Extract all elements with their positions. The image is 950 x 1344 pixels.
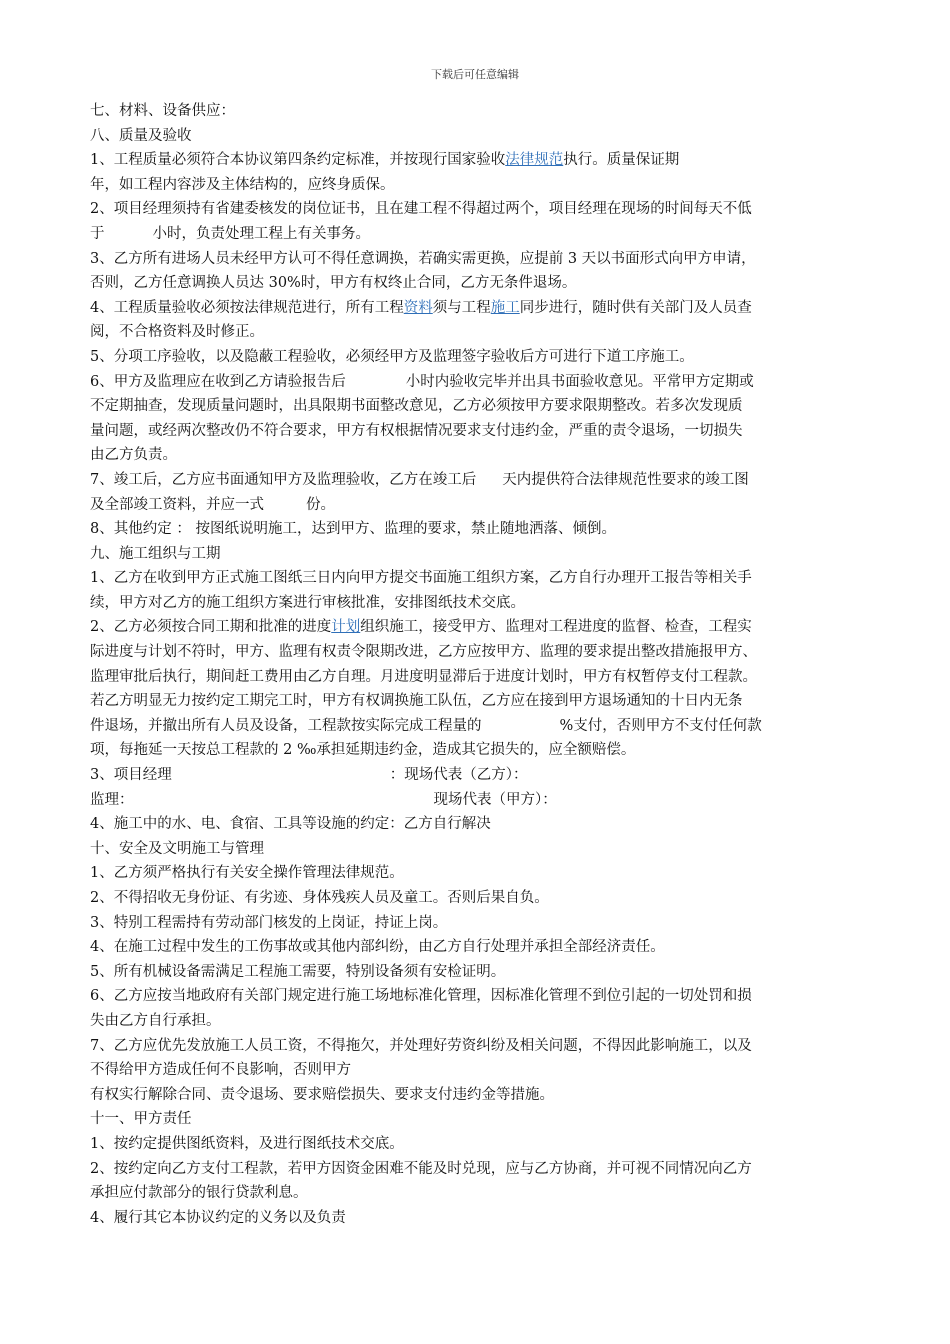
text-segment: 小时内验收完毕并出具书面验收意见。平常甲方定期或 xyxy=(405,373,754,390)
text-line xyxy=(90,394,860,419)
text-line xyxy=(90,1009,860,1034)
text-segment: 1、按约定提供图纸资料，及进行图纸技术交底。 xyxy=(90,1135,404,1152)
text-line xyxy=(90,1083,860,1108)
text-segment: 2、项目经理须持有省建委核发的岗位证书，且在建工程不得超过两个，项目经理在现场的时间每天不低 xyxy=(90,201,752,218)
text-line xyxy=(90,861,860,886)
text-line xyxy=(90,370,860,395)
text-line xyxy=(90,173,860,198)
text-segment: 4、工程质量验收必须按法律规范进行，所有工程 xyxy=(90,299,404,316)
text-line xyxy=(90,517,860,542)
text-line xyxy=(90,1157,860,1182)
text-segment: 十、安全及文明施工与管理 xyxy=(90,840,264,857)
text-segment: 十一、甲方责任 xyxy=(90,1111,192,1128)
text-line xyxy=(90,1181,860,1206)
text-segment: 现场代表（甲方）： xyxy=(433,791,557,808)
text-segment: 2、乙方必须按合同工期和批准的进度 xyxy=(90,619,332,636)
text-line xyxy=(90,591,860,616)
text-line xyxy=(90,640,860,665)
text-line xyxy=(90,689,860,714)
text-segment: 组织施工，接受甲方、监理对工程进度的监督、检查，工程实 xyxy=(360,619,752,636)
text-segment: 由乙方负责。 xyxy=(90,447,177,464)
text-segment: 7、乙方应优先发放施工人员工资，不得拖欠，并处理好劳资纠纷及相关问题，不得因此影响施工，以及 xyxy=(90,1037,752,1054)
text-segment: 执行。质量保证期 xyxy=(563,152,680,169)
text-line xyxy=(90,738,860,763)
inline-link[interactable]: 施工 xyxy=(490,299,520,316)
text-segment: 监理： xyxy=(90,791,134,808)
text-line xyxy=(90,1058,860,1083)
text-line xyxy=(90,468,860,493)
text-line xyxy=(90,222,860,247)
text-line xyxy=(90,763,860,788)
inline-link[interactable]: 资料 xyxy=(403,299,433,316)
text-segment: 失由乙方自行承担。 xyxy=(90,1012,221,1029)
text-segment: 6、乙方应按当地政府有关部门规定进行施工场地标准化管理，因标准化管理不到位引起的一切处罚和损 xyxy=(90,988,752,1005)
text-segment: 七、材料、设备供应： xyxy=(90,103,235,119)
text-line xyxy=(90,566,860,591)
text-segment: 5、所有机械设备需满足工程施工需要，特别设备须有安检证明。 xyxy=(90,963,506,980)
text-line xyxy=(90,271,860,296)
text-segment: 有权实行解除合同、责令退场、要求赔偿损失、要求支付违约金等措施。 xyxy=(90,1086,554,1103)
text-segment: 3、项目经理 xyxy=(90,767,172,784)
text-line xyxy=(90,1034,860,1059)
page-header: 下载后可任意编辑 xyxy=(431,68,519,81)
inline-link[interactable]: 计划 xyxy=(331,619,361,636)
text-line xyxy=(90,443,860,468)
text-line xyxy=(90,148,860,173)
text-line xyxy=(90,493,860,518)
text-segment: 1、工程质量必须符合本协议第四条约定标准，并按现行国家验收 xyxy=(90,152,506,169)
text-line xyxy=(90,886,860,911)
text-segment: %支付，否则甲方不支付任何款 xyxy=(559,717,762,734)
text-segment: 5、分项工序验收，以及隐蔽工程验收，必须经甲方及监理签字验收后方可进行下道工序施工。 xyxy=(90,348,694,365)
text-segment: 4、施工中的水、电、食宿、工具等设施的约定：乙方自行解决 xyxy=(90,816,491,833)
text-segment: 及全部竣工资料，并应一式 xyxy=(90,496,264,513)
text-line xyxy=(90,812,860,837)
text-line xyxy=(90,345,860,370)
text-segment: 1、乙方须严格执行有关安全操作管理法律规范。 xyxy=(90,865,404,882)
text-segment: 1、乙方在收到甲方正式施工图纸三日内向甲方提交书面施工组织方案，乙方自行办理开工报告等相关手 xyxy=(90,570,752,587)
text-segment: 4、在施工过程中发生的工伤事故或其他内部纠纷，由乙方自行处理并承担全部经济责任。 xyxy=(90,939,665,956)
text-segment: 际进度与计划不符时，甲方、监理有权责令限期改进，乙方应按甲方、监理的要求提出整改措施报甲方、 xyxy=(90,644,757,661)
text-segment: 7、竣工后，乙方应书面通知甲方及监理验收，乙方在竣工后 xyxy=(90,471,477,488)
text-segment: 监理审批后执行，期间赶工费用由乙方自理。月进度明显滞后于进度计划时，甲方有权暂停支付工程款。 xyxy=(90,668,757,685)
text-segment: 3、乙方所有进场人员未经甲方认可不得任意调换，若确实需更换，应提前 3 天以书面形式向甲方申请， xyxy=(90,250,756,267)
text-segment: 3、特别工程需持有劳动部门核发的上岗证，持证上岗。 xyxy=(90,914,448,931)
text-line xyxy=(90,960,860,985)
text-line xyxy=(90,124,860,149)
text-segment: 2、按约定向乙方支付工程款，若甲方因资金困难不能及时兑现，应与乙方协商，并可视不同情况向乙方 xyxy=(90,1160,752,1177)
text-segment: 同步进行，随时供有关部门及人员查 xyxy=(519,299,752,316)
text-line xyxy=(90,984,860,1009)
text-segment: 份。 xyxy=(306,496,335,513)
text-line xyxy=(90,935,860,960)
text-segment: 于 xyxy=(90,225,105,242)
text-segment: 阅，不合格资料及时修正。 xyxy=(90,324,264,341)
text-segment: 天内提供符合法律规范性要求的竣工图 xyxy=(502,471,749,488)
text-segment: 4、履行其它本协议约定的义务以及负责 xyxy=(90,1209,346,1226)
text-line xyxy=(90,419,860,444)
text-segment: 八、质量及验收 xyxy=(90,127,192,144)
inline-link[interactable]: 法律规范 xyxy=(505,152,564,169)
text-segment: 续，甲方对乙方的施工组织方案进行审核批准，安排图纸技术交底。 xyxy=(90,594,525,611)
text-segment: 不得给甲方造成任何不良影响，否则甲方 xyxy=(90,1062,351,1079)
text-segment: 年，如工程内容涉及主体结构的，应终身质保。 xyxy=(90,176,395,193)
text-line xyxy=(90,714,860,739)
text-line xyxy=(90,1132,860,1157)
text-line xyxy=(90,320,860,345)
text-segment: 小时，负责处理工程上有关事务。 xyxy=(152,225,370,242)
text-segment: 须与工程 xyxy=(432,299,491,316)
text-line xyxy=(90,837,860,862)
text-line xyxy=(90,788,860,813)
text-line xyxy=(90,247,860,272)
text-segment: 否则，乙方任意调换人员达 30%时，甲方有权终止合同，乙方无条件退场。 xyxy=(90,275,577,292)
text-segment: 项，每拖延一天按总工程款的 2 ‰承担延期违约金，造成其它损失的，应全额赔偿。 xyxy=(90,742,636,759)
text-line xyxy=(90,197,860,222)
text-segment: 量问题，或经两次整改仍不符合要求，甲方有权根据情况要求支付违约金，严重的责令退场，一切损失 xyxy=(90,422,743,439)
text-line xyxy=(90,99,860,124)
text-line xyxy=(90,911,860,936)
text-segment: 2、不得招收无身份证、有劣迹、身体残疾人员及童工。否则后果自负。 xyxy=(90,890,549,906)
text-segment: 件退场，并撤出所有人员及设备，工程款按实际完成工程量的 xyxy=(90,717,482,734)
text-line xyxy=(90,615,860,640)
text-segment: 承担应付款部分的银行贷款利息。 xyxy=(90,1185,308,1202)
document-body xyxy=(90,99,860,1230)
text-segment: 6、甲方及监理应在收到乙方请验报告后 xyxy=(90,373,346,390)
text-segment: 不定期抽查，发现质量问题时，出具限期书面整改意见，乙方必须按甲方要求限期整改。若多次发现质 xyxy=(90,398,743,415)
text-line xyxy=(90,1107,860,1132)
text-line xyxy=(90,1206,860,1231)
text-line xyxy=(90,665,860,690)
text-segment: ：现场代表（乙方）： xyxy=(389,767,528,784)
text-segment: 8、其他约定 ： 按图纸说明施工，达到甲方、监理的要求，禁止随地洒落、倾倒。 xyxy=(90,521,616,538)
text-segment: 九、施工组织与工期 xyxy=(90,545,221,562)
text-segment: 若乙方明显无力按约定工期完工时，甲方有权调换施工队伍，乙方应在接到甲方退场通知的十日内无条 xyxy=(90,693,743,710)
text-line xyxy=(90,296,860,321)
text-line xyxy=(90,542,860,567)
